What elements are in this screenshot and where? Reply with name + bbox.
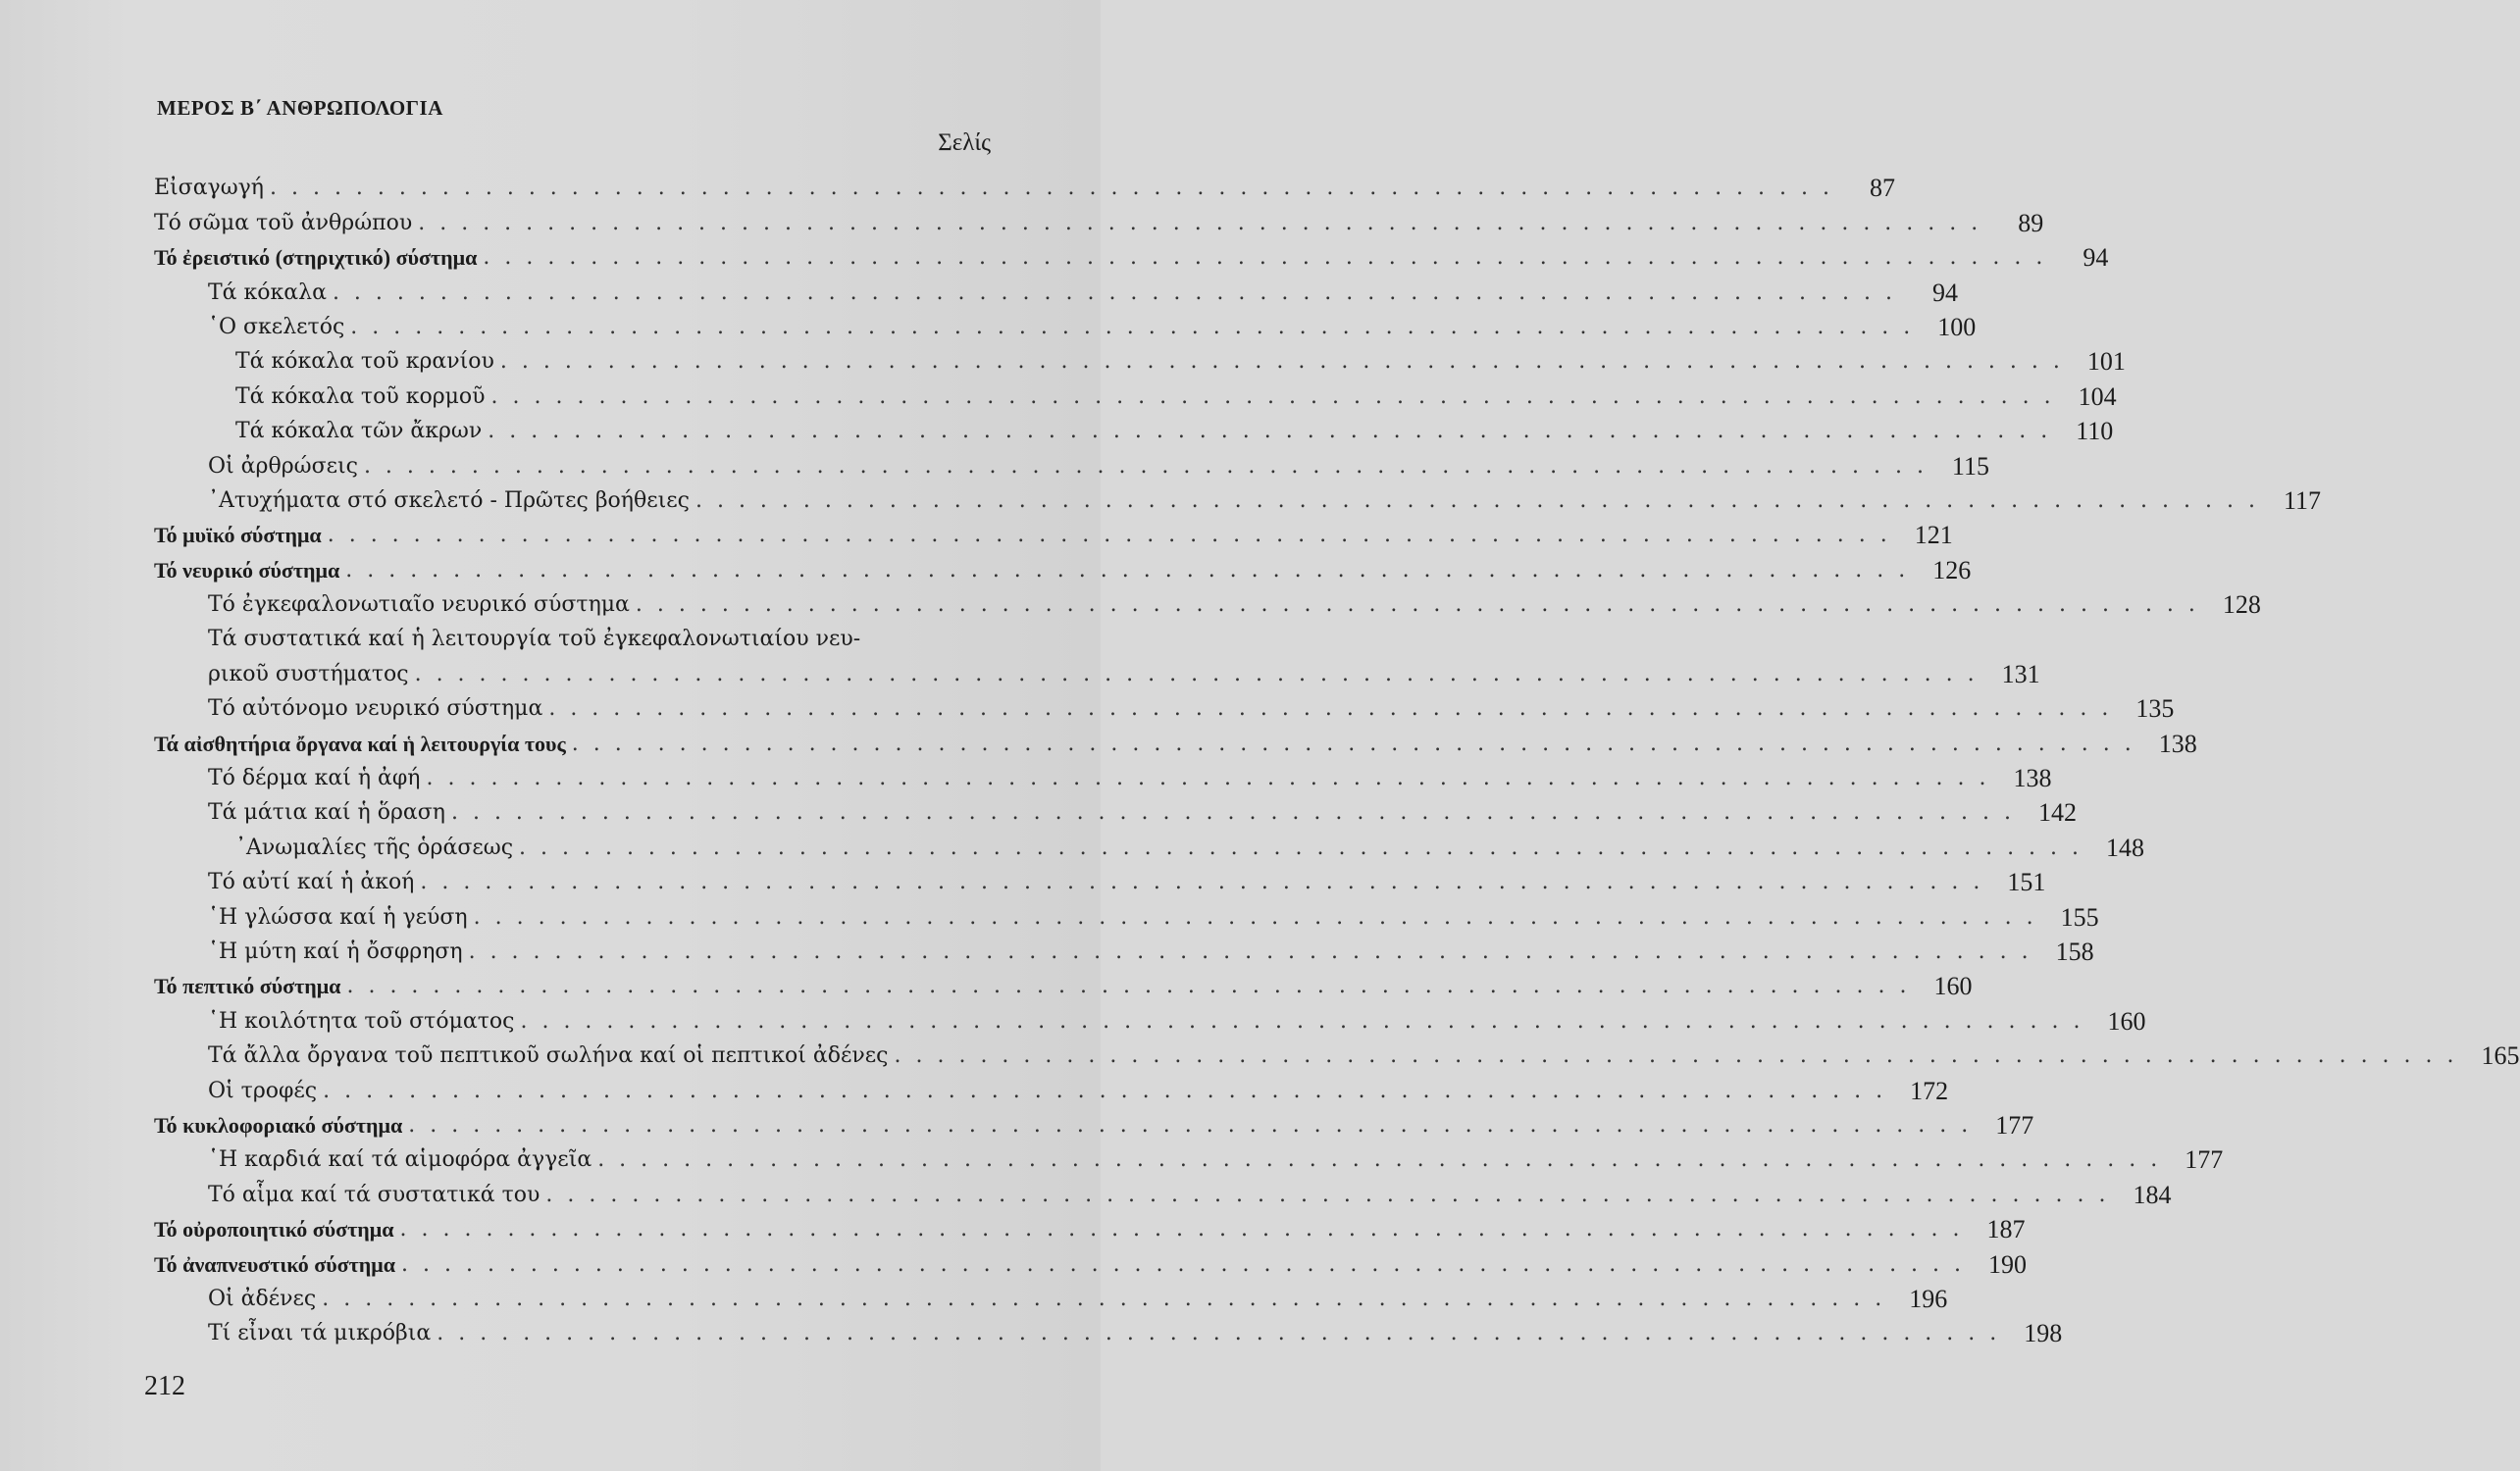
toc-entry — [154, 340, 2126, 377]
dot-leader: . . . . . . . . . . . . . . . . . . . . . . . . . . . . . . . . . . . . . . . . . . . . . . . . . . . . . . . . . . . . . . . . . . . . . . . . . — [520, 1008, 2084, 1034]
toc-entry-title: Τά κόκαλα τῶν ἄκρων — [235, 419, 483, 444]
dot-leader: . . . . . . . . . . . . . . . . . . . . . . . . . . . . . . . . . . . . . . . . . . . . . . . . . . . . . . . . . . . . . . . . . . . . . . . . . — [450, 800, 2015, 826]
toc-entry-page: 196 — [1909, 1284, 1948, 1313]
toc-entry — [154, 1104, 2034, 1140]
toc-entry-title: ῾Ο σκελετός — [208, 314, 345, 339]
dot-leader: . . . . . . . . . . . . . . . . . . . . . . . . . . . . . . . . . . . . . . . . . . . . . . . . . . . . . . . . . . . . . . . . . . . . . . . . . — [545, 1182, 2110, 1207]
dot-leader: . . . . . . . . . . . . . . . . . . . . . . . . . . . . . . . . . . . . . . . . . . . . . . . . . . . . . . . . . . . . . . . . . . . . . . . . . — [350, 314, 1915, 339]
dot-leader: . . . . . . . . . . . . . . . . . . . . . . . . . . . . . . . . . . . . . . . . . . . . . . . . . . . . . . . . . . . . . . . . . . . . . . . . . — [401, 1251, 1966, 1277]
toc-entry — [154, 167, 1895, 203]
toc-entry-page: 94 — [1931, 278, 1958, 307]
toc-entry-page: 117 — [2283, 485, 2321, 515]
toc-entry-title: Τό νευρικό σύστημα — [154, 557, 340, 583]
toc-entry — [154, 1243, 2028, 1279]
dot-leader: . . . . . . . . . . . . . . . . . . . . . . . . . . . . . . . . . . . . . . . . . . . . . . . . . . . . . . . . . . . . . . . . . . . . . . . . . — [483, 245, 2047, 271]
dot-leader: . . . . . . . . . . . . . . . . . . . . . . . . . . . . . . . . . . . . . . . . . . . . . . . . . . . . . . . . . . . . . . . . . . . . . . . . . — [473, 904, 2037, 930]
dot-leader: . . . . . . . . . . . . . . . . . . . . . . . . . . . . . . . . . . . . . . . . . . . . . . . . . . . . . . . . . . . . . . . . . . . . . . . . . — [322, 1286, 1886, 1311]
toc-entry — [154, 1069, 1949, 1105]
toc-entry-title: Τά μάτια καί ἡ ὅραση — [208, 800, 445, 826]
toc-entry-title: Τά κόκαλα — [208, 279, 327, 305]
toc-entry-page: 160 — [1933, 972, 1973, 1001]
toc-entry-title: ῾Η γλώσσα καί ἡ γεύση — [208, 904, 468, 930]
toc-entry-page: 177 — [1995, 1110, 2034, 1140]
section-heading: ΜΕΡΟΣ Β΄ ΑΝΘΡΩΠΟΛΟΓΙΑ — [157, 96, 443, 120]
toc-entry-title: ρικοῦ συστήματος — [208, 661, 409, 686]
dot-leader: . . . . . . . . . . . . . . . . . . . . . . . . . . . . . . . . . . . . . . . . . . . . . . . . . . . . . . . . . . . . . . . . . . . . . . . . . — [420, 870, 1984, 895]
toc-entry-title: Τό οὐροποιητικό σύστημα — [154, 1217, 394, 1243]
dot-leader: . . . . . . . . . . . . . . . . . . . . . . . . . . . . . . . . . . . . . . . . . . . . . . . . . . . . . . . . . . . . . . . . . . . . . . . . . — [894, 1043, 2458, 1069]
dot-leader: . . . . . . . . . . . . . . . . . . . . . . . . . . . . . . . . . . . . . . . . . . . . . . . . . . . . . . . . . . . . . . . . . . . . . . . . . — [363, 453, 1928, 479]
toc-entry-title: Τό κυκλοφοριακό σύστημα — [154, 1112, 403, 1138]
toc-entry-page: 101 — [2086, 347, 2126, 377]
dot-leader: . . . . . . . . . . . . . . . . . . . . . . . . . . . . . . . . . . . . . . . . . . . . . . . . . . . . . . . . . . . . . . . . . . . . . . . . . — [408, 1112, 1973, 1138]
toc-entry — [154, 375, 2117, 411]
toc-entry — [154, 236, 2109, 273]
toc-entry-page: 160 — [2107, 1006, 2146, 1036]
toc-entry-page: 172 — [1910, 1076, 1949, 1105]
dot-leader: . . . . . . . . . . . . . . . . . . . . . . . . . . . . . . . . . . . . . . . . . . . . . . . . . . . . . . . . . . . . . . . . . . . . . . . . . — [346, 974, 1911, 999]
toc-entry — [154, 652, 2040, 688]
toc-entry-title: Τά συστατικά καί ἡ λειτουργία τοῦ ἐγκεφαλονωτιαίου νευ- — [208, 627, 861, 652]
toc-entry — [154, 931, 2094, 966]
toc-entry-title: Τά ἄλλα ὄργανα τοῦ πεπτικοῦ σωλήνα καί οἱ πεπτικοί ἀδένες — [208, 1043, 889, 1069]
toc-entry-title: ῾Η καρδιά καί τά αἱμοφόρα ἀγγεῖα — [208, 1147, 592, 1173]
toc-entry-title: Τά αἰσθητήρια ὄργανα καί ἡ λειτουργία τους — [154, 731, 566, 756]
dot-leader: . . . . . . . . . . . . . . . . . . . . . . . . . . . . . . . . . . . . . . . . . . . . . . . . . . . . . . . . . . . . . . . . . . . . . . . . . — [597, 1147, 2162, 1173]
page-column-label: Σελίς — [938, 129, 991, 156]
dot-leader: . . . . . . . . . . . . . . . . . . . . . . . . . . . . . . . . . . . . . . . . . . . . . . . . . . . . . . . . . . . . . . . . . . . . . . . . . — [468, 938, 2032, 964]
dot-leader: . . . . . . . . . . . . . . . . . . . . . . . . . . . . . . . . . . . . . . . . . . . . . . . . . . . . . . . . . . . . . . . . . . . . . . . . . — [437, 1321, 2001, 1346]
toc-entry-page: 131 — [2001, 659, 2040, 688]
toc-entry-title: Τό αὐτί καί ἡ ἀκοή — [208, 870, 415, 895]
toc-entry-title: Τό ἐρειστικό (στηριχτικό) σύστημα — [154, 245, 478, 271]
toc-entry-page: 126 — [1932, 555, 1972, 584]
toc-entry — [154, 1173, 2172, 1209]
toc-entry-page: 148 — [2106, 833, 2145, 862]
toc-entry-page: 165 — [2481, 1041, 2520, 1071]
toc-entry-title: Τό μυϊκό σύστημα — [154, 523, 322, 548]
toc-entry — [154, 583, 2261, 620]
toc-entry-title: Εἰσαγωγή — [154, 176, 264, 201]
toc-entry-title: Τά κόκαλα τοῦ κρανίου — [235, 349, 494, 375]
dot-leader: . . . . . . . . . . . . . . . . . . . . . . . . . . . . . . . . . . . . . . . . . . . . . . . . . . . . . . . . . . . . . . . . . . . . . . . . . — [399, 1217, 1964, 1243]
table-of-contents — [154, 167, 2520, 1348]
toc-entry-title: Οἱ τροφές — [208, 1078, 318, 1103]
toc-entry-page: 190 — [1988, 1249, 2028, 1279]
dot-leader: . . . . . . . . . . . . . . . . . . . . . . . . . . . . . . . . . . . . . . . . . . . . . . . . . . . . . . . . . . . . . . . . . . . . . . . . . — [499, 349, 2064, 375]
dot-leader: . . . . . . . . . . . . . . . . . . . . . . . . . . . . . . . . . . . . . . . . . . . . . . . . . . . . . . . . . . . . . . . . . . . . . . . . . — [345, 557, 1910, 583]
toc-entry-page: 135 — [2135, 694, 2175, 724]
toc-entry-page: 89 — [2018, 208, 2044, 237]
toc-entry-title: Τό δέρμα καί ἡ ἀφή — [208, 766, 421, 791]
toc-entry-page: 177 — [2185, 1145, 2224, 1175]
toc-entry — [154, 791, 2077, 828]
toc-entry-page: 187 — [1986, 1215, 2026, 1244]
toc-entry — [154, 826, 2145, 862]
toc-entry — [154, 201, 2044, 237]
toc-entry-page: 138 — [2013, 764, 2052, 793]
toc-entry-page: 94 — [2083, 243, 2109, 273]
toc-entry — [154, 722, 2197, 758]
toc-entry — [154, 1139, 2224, 1175]
toc-entry — [154, 1312, 2063, 1348]
toc-entry — [154, 480, 2321, 515]
toc-entry-page: 128 — [2222, 590, 2261, 620]
toc-entry-title: ᾿Ατυχήματα στό σκελετό - Πρῶτες βοήθειες — [208, 487, 690, 513]
toc-entry-page: 104 — [2078, 381, 2117, 411]
toc-entry-title: Τό ἐγκεφαλονωτιαῖο νευρικό σύστημα — [208, 592, 630, 618]
toc-entry-title: ῾Η μύτη καί ἡ ὄσφρηση — [208, 938, 463, 964]
toc-entry-page: 158 — [2055, 937, 2094, 966]
dot-leader: . . . . . . . . . . . . . . . . . . . . . . . . . . . . . . . . . . . . . . . . . . . . . . . . . . . . . . . . . . . . . . . . . . . . . . . . . — [488, 419, 2052, 444]
toc-entry-page: 100 — [1937, 312, 1977, 341]
toc-entry-page: 151 — [2007, 868, 2046, 897]
toc-entry — [154, 306, 1977, 341]
dot-leader: . . . . . . . . . . . . . . . . . . . . . . . . . . . . . . . . . . . . . . . . . . . . . . . . . . . . . . . . . . . . . . . . . . . . . . . . . — [414, 661, 1979, 686]
toc-entry-title: ῾Η κοιλότητα τοῦ στόματος — [208, 1008, 515, 1034]
toc-entry-page: 115 — [1951, 451, 1989, 481]
toc-entry — [154, 410, 2114, 446]
toc-entry — [154, 514, 1953, 550]
dot-leader: . . . . . . . . . . . . . . . . . . . . . . . . . . . . . . . . . . . . . . . . . . . . . . . . . . . . . . . . . . . . . . . . . . . . . . . . . — [548, 696, 2113, 722]
toc-entry — [154, 895, 2099, 932]
dot-leader: . . . . . . . . . . . . . . . . . . . . . . . . . . . . . . . . . . . . . . . . . . . . . . . . . . . . . . . . . . . . . . . . . . . . . . . . . — [635, 592, 2199, 618]
toc-entry-title: Τί εἶναι τά μικρόβια — [208, 1321, 432, 1346]
toc-entry-title: Τό ἀναπνευστικό σύστημα — [154, 1251, 396, 1277]
dot-leader: . . . . . . . . . . . . . . . . . . . . . . . . . . . . . . . . . . . . . . . . . . . . . . . . . . . . . . . . . . . . . . . . . . . . . . . . . — [323, 1078, 1887, 1103]
toc-entry-page: 121 — [1914, 521, 1953, 550]
toc-entry-page: 87 — [1870, 174, 1895, 203]
toc-entry-page: 142 — [2037, 798, 2077, 828]
toc-entry-page: 138 — [2158, 729, 2197, 758]
toc-entry — [154, 1278, 1948, 1313]
toc-entry — [154, 1035, 2520, 1071]
dot-leader: . . . . . . . . . . . . . . . . . . . . . . . . . . . . . . . . . . . . . . . . . . . . . . . . . . . . . . . . . . . . . . . . . . . . . . . . . — [332, 279, 1896, 305]
dot-leader: . . . . . . . . . . . . . . . . . . . . . . . . . . . . . . . . . . . . . . . . . . . . . . . . . . . . . . . . . . . . . . . . . . . . . . . . . — [519, 835, 2083, 860]
dot-leader: . . . . . . . . . . . . . . . . . . . . . . . . . . . . . . . . . . . . . . . . . . . . . . . . . . . . . . . . . . . . . . . . . . . . . . . . . — [694, 487, 2259, 513]
toc-entry — [154, 687, 2175, 724]
toc-entry-page: 155 — [2060, 902, 2099, 932]
toc-entry — [154, 271, 1958, 307]
toc-entry-title: Τό αἷμα καί τά συστατικά του — [208, 1182, 540, 1207]
toc-entry-title: Τά κόκαλα τοῦ κορμοῦ — [235, 383, 486, 409]
toc-entry-title: Τό σῶμα τοῦ ἀνθρώπου — [154, 210, 413, 235]
toc-entry — [154, 1208, 2026, 1244]
dot-leader: . . . . . . . . . . . . . . . . . . . . . . . . . . . . . . . . . . . . . . . . . . . . . . . . . . . . . . . . . . . . . . . . . . . . . . . . . — [426, 766, 1990, 791]
toc-entry-page: 184 — [2133, 1180, 2172, 1209]
toc-entry-page: 110 — [2076, 417, 2114, 446]
toc-entry — [154, 861, 2046, 897]
toc-entry — [154, 618, 991, 652]
toc-entry-page: 198 — [2024, 1319, 2063, 1348]
dot-leader: . . . . . . . . . . . . . . . . . . . . . . . . . . . . . . . . . . . . . . . . . . . . . . . . . . . . . . . . . . . . . . . . . . . . . . . . . — [327, 523, 1891, 548]
toc-entry-title: Τό αὐτόνομο νευρικό σύστημα — [208, 696, 543, 722]
toc-entry-title: Οἱ ἀρθρώσεις — [208, 453, 358, 479]
toc-entry — [154, 965, 1973, 1001]
toc-entry — [154, 444, 1989, 481]
dot-leader: . . . . . . . . . . . . . . . . . . . . . . . . . . . . . . . . . . . . . . . . . . . . . . . . . . . . . . . . . . . . . . . . . . . . . . . . . — [571, 731, 2135, 756]
toc-entry-title: Τό πεπτικό σύστημα — [154, 974, 341, 999]
toc-entry-title: Οἱ ἀδένες — [208, 1286, 317, 1311]
toc-entry — [154, 548, 1972, 584]
toc-entry — [154, 757, 2052, 793]
dot-leader: . . . . . . . . . . . . . . . . . . . . . . . . . . . . . . . . . . . . . . . . . . . . . . . . . . . . . . . . . . . . . . . . . . . . . . . . . — [418, 210, 1982, 235]
dot-leader: . . . . . . . . . . . . . . . . . . . . . . . . . . . . . . . . . . . . . . . . . . . . . . . . . . . . . . . . . . . . . . . . . . . . . . . . . — [490, 383, 2055, 409]
toc-entry-title: ᾿Ανωμαλίες τῆς ὁράσεως — [235, 835, 514, 860]
dot-leader: . . . . . . . . . . . . . . . . . . . . . . . . . . . . . . . . . . . . . . . . . . . . . . . . . . . . . . . . . . . . . . . . . . . . . . . . . — [269, 176, 1833, 201]
toc-entry — [154, 999, 2146, 1036]
page-number: 212 — [144, 1371, 185, 1401]
